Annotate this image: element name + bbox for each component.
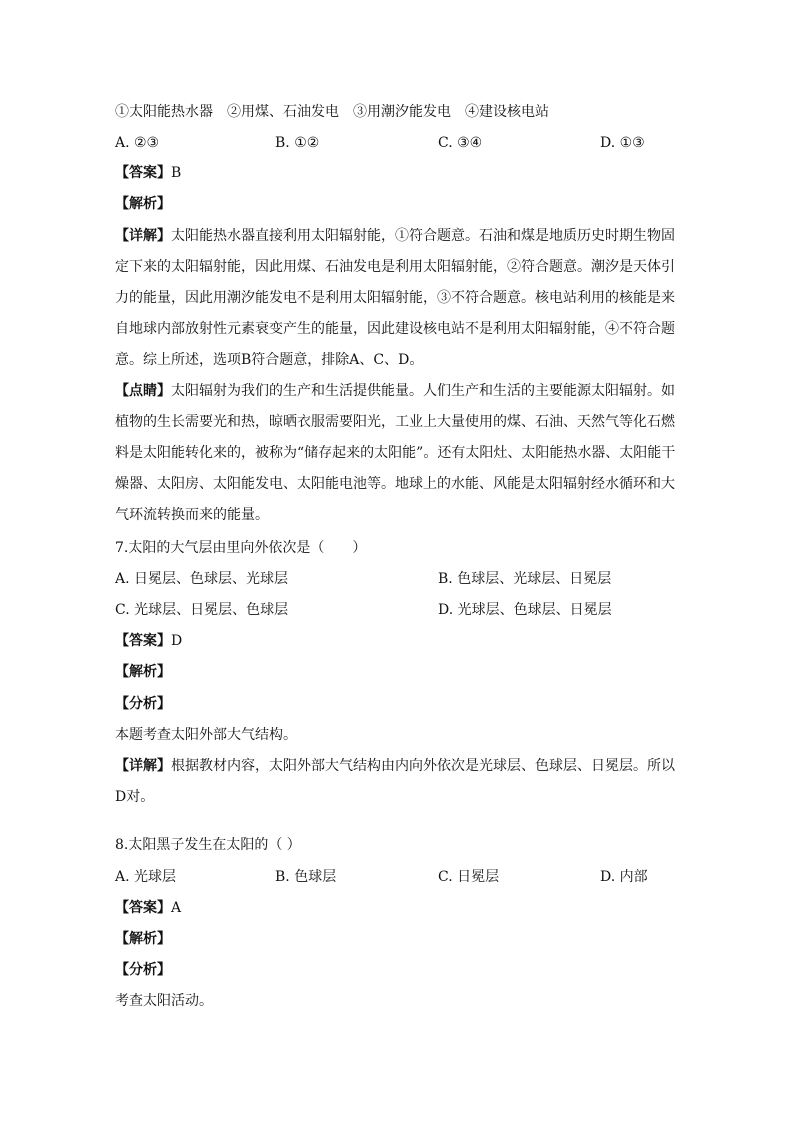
detail-text: 太阳能热水器直接利用太阳辐射能，①符合题意。石油和煤是地质历史时期生物固定下来的太阳辐射能，因此用煤、石油发电是利用太阳辐射能，②符合题意。潮汐是天体引力的能量，因此用潮汐能发电不是利用太阳辐射能，③不符合题意。核电站利用的核能是来自地球内部放射性元素衰变产生的能量，因此建设核电站不是利用太阳辐射能，④不符合题意。综上所述，选项B符合题意，排除A、C、D。 [115, 228, 675, 368]
q7-answer [115, 631, 182, 651]
q8-option-c: C. 日冕层 [438, 869, 500, 885]
q7-fenxi-text: 本题考查太阳外部大气结构。 [115, 727, 297, 743]
q8-answer [115, 898, 181, 918]
q6-items: ①太阳能热水器 ②用煤、石油发电 ③用潮汐能发电 ④建设核电站 [115, 104, 549, 120]
q6-answer [115, 163, 181, 183]
q7-option-c: C. 光球层、日冕层、色球层 [115, 602, 289, 618]
q7-fenxi-label: 【分析】 [115, 696, 171, 712]
q7-stem: 7.太阳的大气层由里向外依次是（ ） [115, 540, 367, 556]
q8-option-a: A. 光球层 [115, 869, 177, 885]
q7-detail [115, 751, 685, 813]
q7-analysis-label: 【解析】 [115, 664, 171, 680]
q7-option-d: D. 光球层、色球层、日冕层 [438, 602, 612, 618]
tip-label: 【点睛】 [115, 383, 171, 399]
q6-tip [115, 376, 685, 531]
q6-detail [115, 221, 685, 376]
answer-value: D [171, 633, 183, 649]
q8-analysis-label: 【解析】 [115, 931, 171, 947]
answer-value: B [171, 165, 182, 181]
q7-option-b: B. 色球层、光球层、日冕层 [438, 571, 612, 587]
answer-label: 【答案】 [115, 165, 171, 181]
answer-label: 【答案】 [115, 900, 171, 916]
q8-option-b: B. 色球层 [275, 869, 337, 885]
q6-option-a: A. ②③ [115, 135, 160, 151]
detail-label: 【详解】 [115, 228, 171, 244]
q6-option-b: B. ①② [275, 135, 320, 151]
detail-label: 【详解】 [115, 758, 171, 774]
q6-option-c: C. ③④ [438, 135, 483, 151]
q7-option-a: A. 日冕层、色球层、光球层 [115, 571, 289, 587]
answer-value: A [171, 900, 182, 916]
answer-label: 【答案】 [115, 633, 171, 649]
tip-text: 太阳辐射为我们的生产和生活提供能量。人们生产和生活的主要能源太阳辐射。如植物的生长需要光和热，晾晒衣服需要阳光，工业上大量使用的煤、石油、天然气等化石燃料是太阳能转化来的，被称为“储存起来的太阳能”。还有太阳灶、太阳能热水器、太阳能干燥器、太阳房、太阳能发电、太阳能电池等。地球上的水能、风能是太阳辐射经水循环和大气环流转换而来的能量。 [115, 383, 676, 523]
q8-fenxi-label: 【分析】 [115, 962, 171, 978]
q8-fenxi-text: 考查太阳活动。 [115, 993, 213, 1009]
q8-stem: 8.太阳黑子发生在太阳的（ ） [115, 837, 301, 853]
detail-text: 根据教材内容，太阳外部大气结构由内向外依次是光球层、色球层、日冕层。所以D对。 [115, 758, 675, 805]
q8-option-d: D. 内部 [600, 869, 648, 885]
q6-option-d: D. ①③ [600, 135, 645, 151]
q6-analysis-label: 【解析】 [115, 196, 171, 212]
